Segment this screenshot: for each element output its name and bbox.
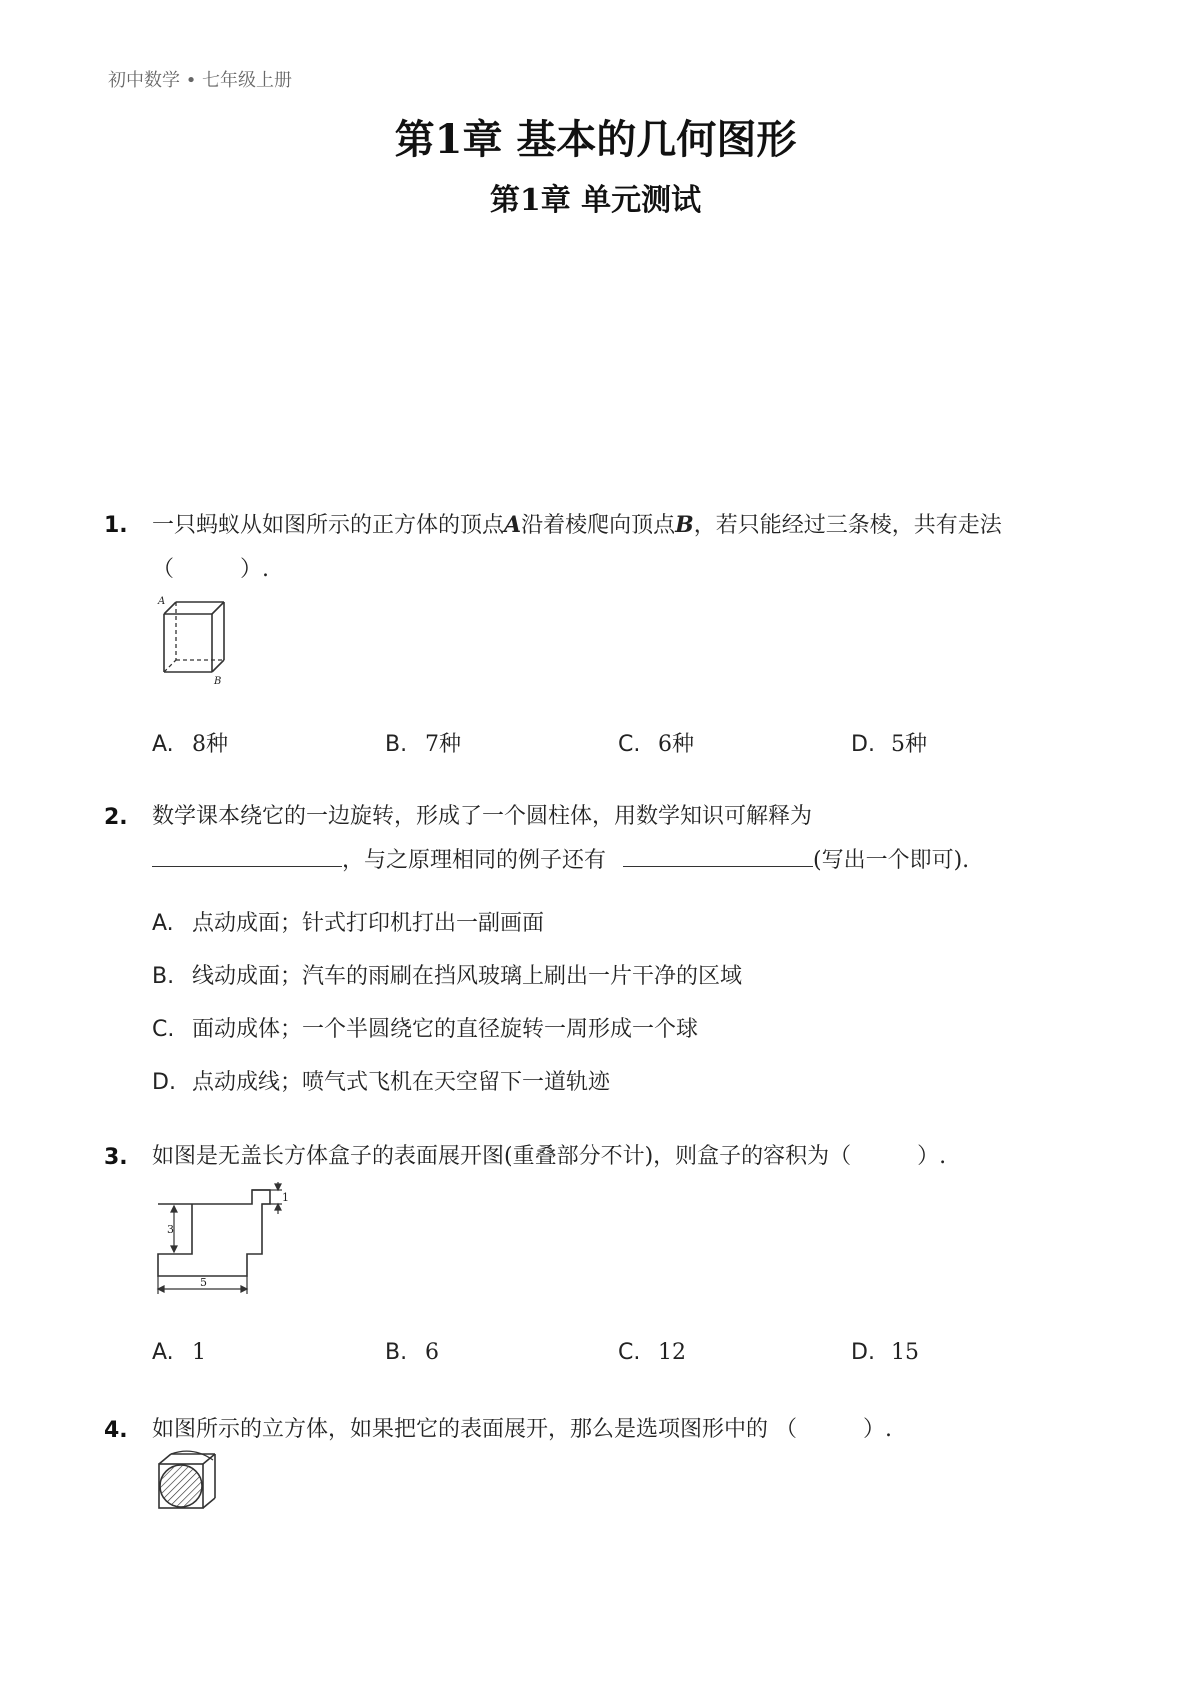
q1-vertex-b: B: [675, 512, 694, 538]
q2-tail-text: (写出一个即可).: [813, 848, 970, 873]
chapter-title: 第1章 基本的几何图形: [394, 116, 797, 163]
hatched-cube-figure: [155, 1450, 221, 1514]
question-1-number: 1.: [104, 513, 128, 538]
box-net-height-label: 3: [167, 1223, 174, 1236]
cube-label-b: B: [214, 676, 222, 687]
q2-blank-1[interactable]: [152, 844, 342, 867]
q2-option-d[interactable]: D. 点动成线；喷气式飞机在天空留下一道轨迹: [152, 1070, 611, 1095]
box-net-figure: [150, 1182, 300, 1300]
q3-option-d[interactable]: D. 15: [851, 1340, 919, 1365]
q2-option-c[interactable]: C. 面动成体；一个半圆绕它的直径旋转一周形成一个球: [152, 1017, 699, 1042]
q2-blank-2[interactable]: [623, 844, 813, 867]
q2-option-b[interactable]: B. 线动成面；汽车的雨刷在挡风玻璃上刷出一片干净的区域: [152, 964, 743, 989]
cube-figure: [150, 592, 240, 688]
question-2-text: [152, 795, 1092, 883]
q2-mid-text: ，与之原理相同的例子还有: [342, 848, 607, 873]
page-header: 初中数学 • 七年级上册: [108, 70, 293, 91]
q2-option-a[interactable]: A. 点动成面；针式打印机打出一副画面: [152, 911, 545, 936]
question-2-number: 2.: [104, 805, 128, 830]
q3-option-a[interactable]: A. 1: [152, 1340, 206, 1365]
question-4-text: 如图所示的立方体，如果把它的表面展开，那么是选项图形中的 （ ）.: [152, 1417, 892, 1442]
q2-line-1: 数学课本绕它的一边旋转，形成了一个圆柱体，用数学知识可解释为: [152, 804, 813, 829]
q1-option-d[interactable]: D. 5种: [851, 732, 927, 757]
q1-option-c[interactable]: C. 6种: [618, 732, 694, 757]
q1-text-part-b: 沿着棱爬向顶点: [521, 513, 676, 538]
question-1-text: [152, 503, 1092, 592]
q1-text-part-a: 一只蚂蚁从如图所示的正方体的顶点: [152, 513, 505, 538]
q3-option-c[interactable]: C. 12: [618, 1340, 686, 1365]
box-net-width-label: 5: [200, 1276, 207, 1289]
question-3-number: 3.: [104, 1145, 128, 1170]
q1-vertex-a: A: [504, 512, 522, 538]
question-4-number: 4.: [104, 1418, 128, 1443]
q1-option-a[interactable]: A. 8种: [152, 732, 228, 757]
box-net-depth-label: 1: [282, 1191, 289, 1204]
cube-label-a: A: [158, 596, 166, 607]
q1-answer-paren: （ ）.: [152, 557, 269, 582]
test-subtitle: 第1章 单元测试: [489, 183, 702, 218]
q1-text-part-c: ，若只能经过三条棱，共有走法: [693, 513, 1002, 538]
q1-option-b[interactable]: B. 7种: [385, 732, 461, 757]
question-3-text: 如图是无盖长方体盒子的表面展开图(重叠部分不计)，则盒子的容积为（ ）.: [152, 1144, 947, 1169]
q3-option-b[interactable]: B. 6: [385, 1340, 439, 1365]
